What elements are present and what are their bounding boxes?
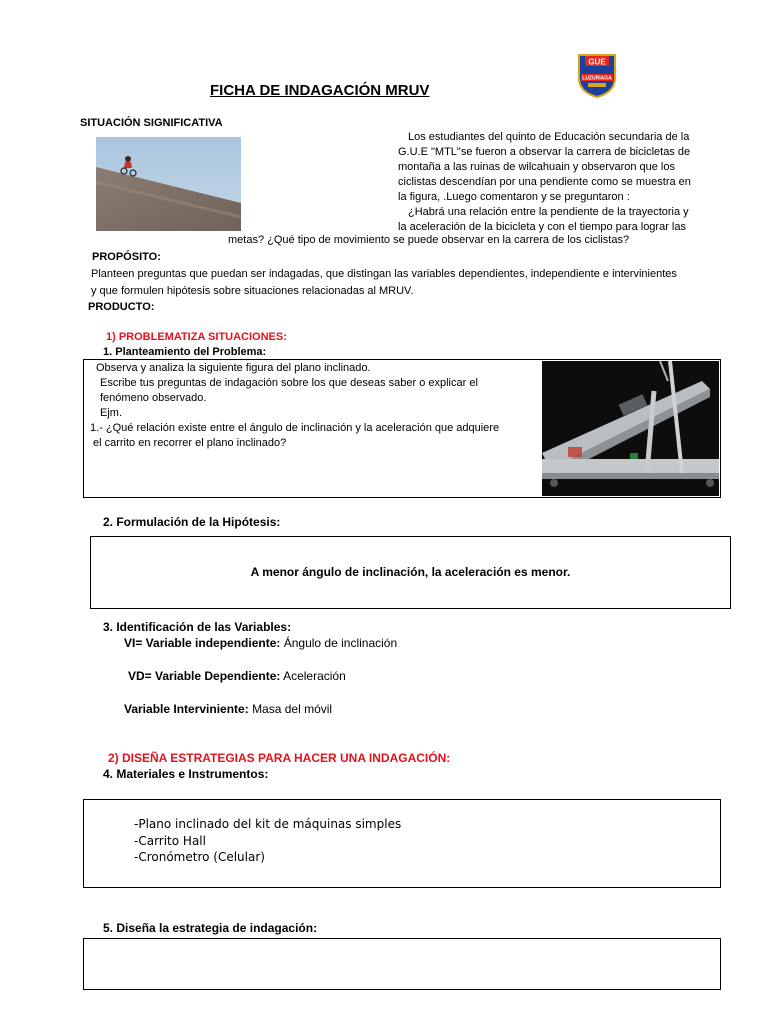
vi-label: VI= Variable independiente: (124, 636, 281, 650)
situacion-line: ¿Habrá una relación entre la pendiente de la trayectoria y (408, 206, 689, 218)
variable-dependiente (128, 669, 346, 683)
situacion-last-line: metas? ¿Qué tipo de movimiento se puede observar en la carrera de los ciclistas? (228, 234, 630, 246)
situacion-line: ciclistas descendían por una pendiente como se muestra en (398, 176, 691, 188)
variable-independiente (124, 636, 397, 650)
situacion-line: G.U.E "MTL"se fueron a observar la carrera de bicicletas de (398, 146, 691, 158)
vi-value: Ángulo de inclinación (283, 636, 398, 650)
estrategia-box[interactable] (83, 938, 721, 990)
cyclist-photo (96, 137, 241, 231)
problem-line: 1.- ¿Qué relación existe entre el ángulo de inclinación y la aceleración que adquiere (90, 422, 500, 434)
section2-title: 2) DISEÑA ESTRATEGIAS PARA HACER UNA INDAGACIÓN: (108, 751, 451, 765)
situacion-line: montaña a las ruinas de wilcahuain y observaron que los (398, 161, 675, 173)
problem-box (83, 359, 721, 498)
logo-text-name: LUZURIAGA (582, 75, 612, 82)
problem-line: fenómeno observado. (100, 392, 207, 404)
hipotesis-box (90, 536, 731, 609)
hipotesis-heading: 2. Formulación de la Hipótesis: (103, 515, 281, 529)
vd-value: Aceleración (283, 669, 346, 683)
problem-line: Escribe tus preguntas de indagación sobre los que deseas saber o explicar el (100, 377, 478, 389)
problem-line: Observa y analiza la siguiente figura del plano inclinado. (96, 362, 371, 374)
problem-line: el carrito en recorrer el plano inclinado? (93, 437, 287, 449)
planteamiento-heading: 1. Planteamiento del Problema: (103, 346, 267, 358)
material-item: -Plano inclinado del kit de máquinas simples (134, 817, 402, 831)
vd-label: VD= Variable Dependiente: (128, 669, 281, 683)
logo-text-gue: GUE (588, 57, 606, 67)
school-logo (576, 52, 618, 98)
situacion-line: la aceleración de la bicicleta y con el tiempo para lograr las (398, 221, 686, 233)
estrategia-heading: 5. Diseña la estrategia de indagación: (103, 921, 318, 935)
problem-line: Ejm. (100, 407, 122, 419)
materiales-box (83, 799, 721, 888)
proposito-heading: PROPÓSITO: (92, 251, 161, 263)
hipotesis-text: A menor ángulo de inclinación, la aceleración es menor. (250, 565, 571, 579)
page-title: FICHA DE INDAGACIÓN MRUV (210, 82, 430, 99)
situacion-paragraph (398, 130, 721, 235)
material-item: -Carrito Hall (134, 833, 206, 848)
producto-heading: PRODUCTO: (88, 301, 155, 313)
proposito-line-2: y que formulen hipótesis sobre situaciones relacionadas al MRUV. (91, 285, 414, 297)
materiales-heading: 4. Materiales e Instrumentos: (103, 767, 269, 781)
variable-interviniente (124, 702, 332, 716)
vint-label: Variable Interviniente: (124, 702, 249, 716)
situacion-heading: SITUACIÓN SIGNIFICATIVA (80, 117, 223, 129)
vint-value: Masa del móvil (252, 702, 333, 716)
situacion-line: Los estudiantes del quinto de Educación secundaria de la (408, 131, 690, 143)
situacion-line: la figura, .Luego comentaron y se preguntaron : (398, 191, 630, 203)
section1-title: 1) PROBLEMATIZA SITUACIONES: (106, 331, 287, 343)
variables-heading: 3. Identificación de las Variables: (103, 620, 292, 634)
material-item: -Cronómetro (Celular) (134, 850, 265, 864)
proposito-line-1: Planteen preguntas que puedan ser indagadas, que distingan las variables dependientes, independiente e intervinientes (91, 268, 677, 280)
inclined-plane-photo (542, 361, 719, 496)
